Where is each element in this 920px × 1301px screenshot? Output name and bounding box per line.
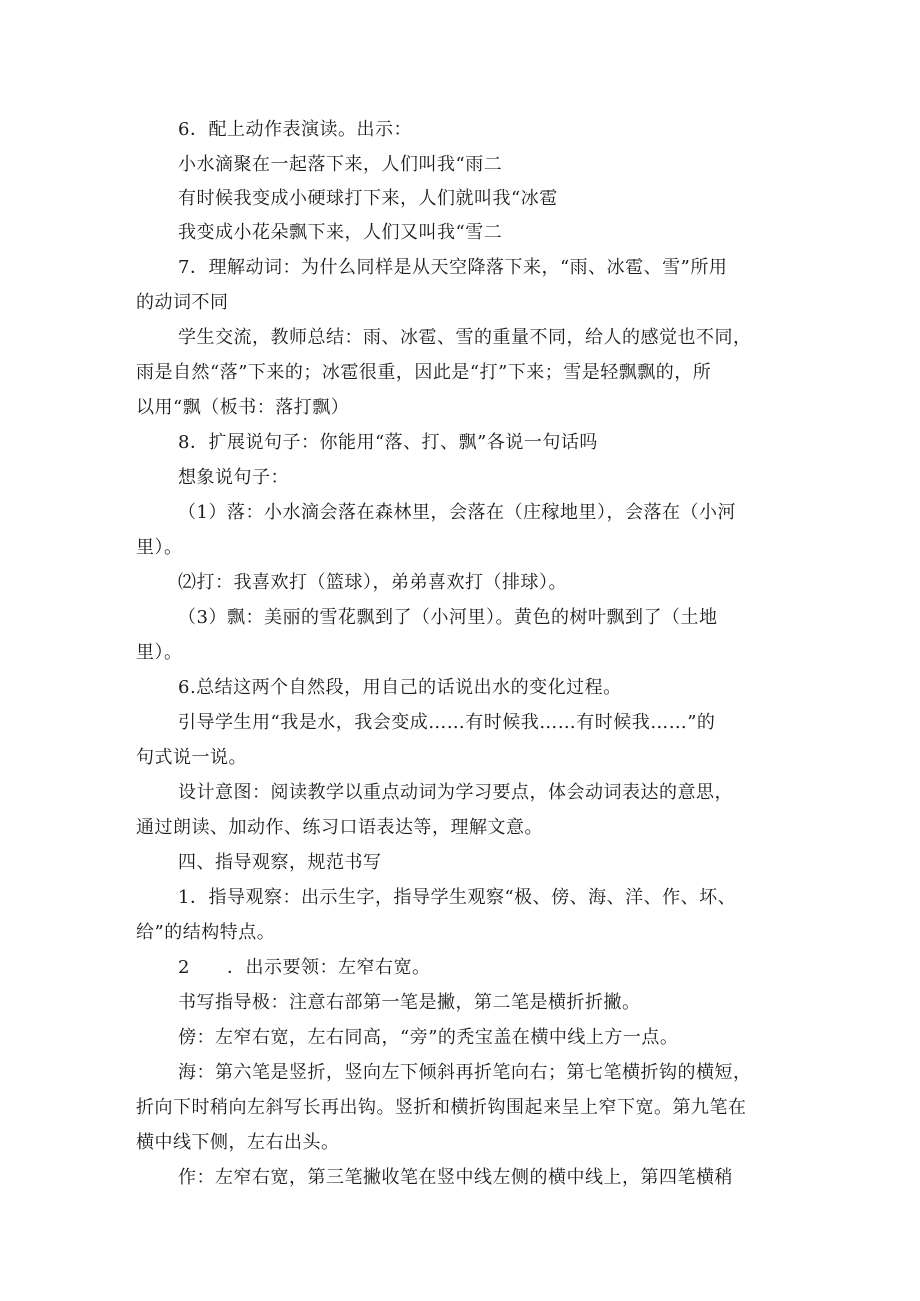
text-line: （3）飘：美丽的雪花飘到了（小河里）。黄色的树叶飘到了（土地 [178,607,718,628]
text-line: 设计意图：阅读教学以重点动词为学习要点，体会动词表达的意思， [178,782,733,803]
text-line: 雨是自然“落”下来的；冰雹很重，因此是“打”下来；雪是轻飘飘的，所 [136,362,712,383]
text-line: 引导学生用“我是水，我会变成……有时候我……有时候我……”的 [178,712,716,733]
text-line: （1）落：小水滴会落在森林里，会落在（庄稼地里），会落在（小河 [178,502,736,523]
text-line: 海：第六笔是竖折，竖向左下倾斜再折笔向右；第七笔横折钩的横短， [178,1062,752,1083]
text-line: 6．配上动作表演读。出示： [178,119,412,140]
text-line: ⑵打：我喜欢打（篮球），弟弟喜欢打（排球）。 [178,572,567,593]
text-line: 学生交流，教师总结：雨、冰雹、雪的重量不同，给人的感觉也不同， [178,327,752,348]
text-line: 的动词不同 [136,292,229,313]
text-line: 里）。 [136,642,183,663]
text-line: 想象说句子： [178,467,289,488]
text-line: 有时候我变成小硬球打下来，人们就叫我“冰雹 [178,188,558,209]
text-line: 通过朗读、加动作、练习口语表达等，理解文意。 [136,817,543,838]
text-line: 书写指导极：注意右部第一笔是撇，第二笔是横折折撇。 [178,992,641,1013]
text-line: 我变成小花朵飘下来，人们又叫我“雪二 [178,222,503,243]
text-line: 横中线下侧，左右出头。 [136,1132,340,1153]
text-line: 句式说一说。 [136,747,247,768]
text-line: 傍：左窄右宽，左右同高，“旁”的秃宝盖在横中线上方一点。 [178,1027,679,1048]
text-line: 里）。 [136,537,183,558]
section-heading: 四、指导观察，规范书写 [178,852,382,873]
text-line: 折向下时稍向左斜写长再出钩。竖折和横折钩围起来呈上窄下宽。第九笔在 [136,1097,747,1118]
text-line: 以用“飘（板书：落打飘） [136,397,350,418]
text-line: 8．扩展说句子：你能用“落、打、飘”各说一句话吗 [178,432,598,453]
text-line: 2 ．出示要领：左窄右宽。 [178,957,431,978]
text-line: 小水滴聚在一起落下来，人们叫我“雨二 [178,154,503,175]
text-line: 7．理解动词：为什么同样是从天空降落下来，“雨、冰雹、雪”所用 [178,257,728,278]
text-line: 1．指导观察：出示生字，指导学生观察“极、傍、海、洋、作、坏、 [178,887,737,908]
text-line: 作：左窄右宽，第三笔撇收笔在竖中线左侧的横中线上，第四笔横稍 [178,1167,733,1188]
text-line: 给”的结构特点。 [136,922,276,943]
text-line: 6.总结这两个自然段，用自己的话说出水的变化过程。 [178,677,622,698]
